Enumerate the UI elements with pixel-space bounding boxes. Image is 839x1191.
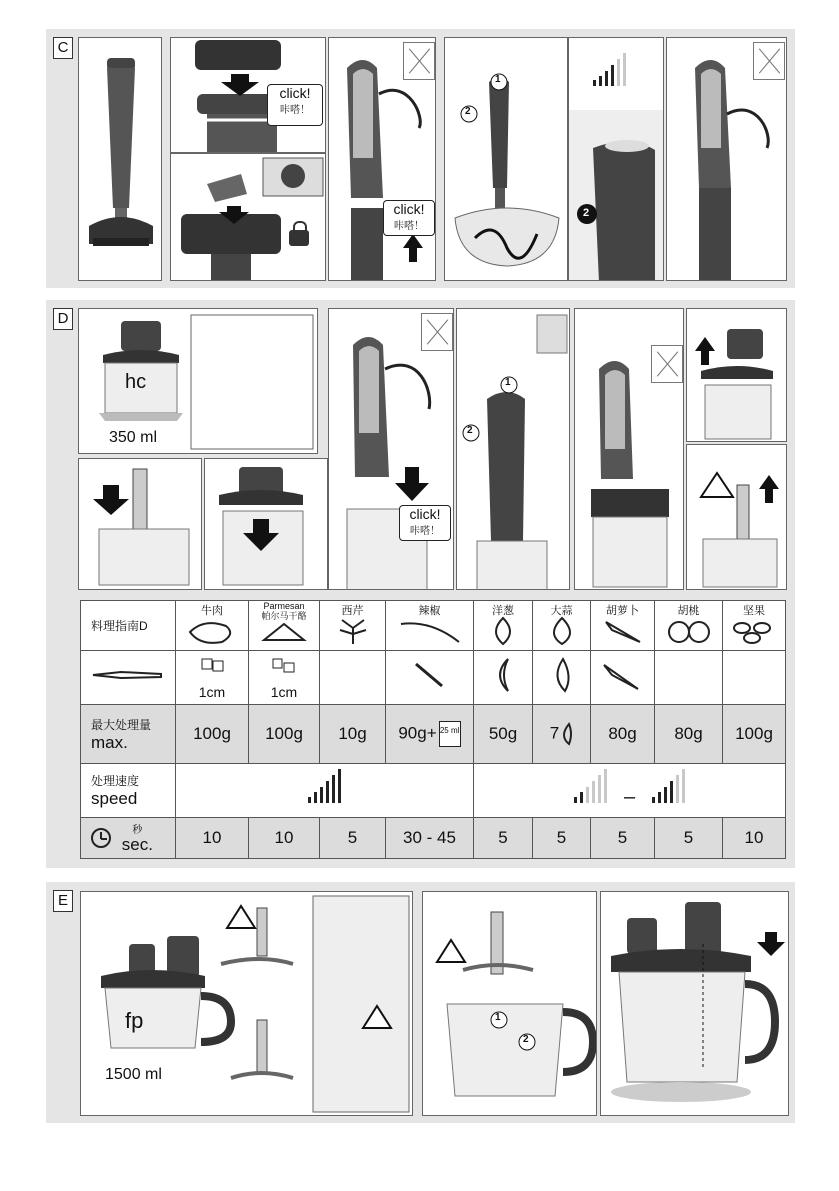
section-e bbox=[46, 882, 795, 1123]
onion-icon bbox=[483, 616, 523, 646]
food-beef: 牛肉 bbox=[176, 601, 249, 651]
onion-piece-icon bbox=[488, 657, 518, 693]
cut-row bbox=[81, 651, 786, 705]
time-onion: 5 bbox=[474, 818, 533, 859]
step-2-marker: 2 bbox=[467, 425, 473, 436]
processing-guide-table bbox=[80, 600, 786, 859]
hc-blade-remove-illustration bbox=[687, 445, 787, 590]
max-carrot: 80g bbox=[591, 705, 655, 764]
max-nuts: 100g bbox=[723, 705, 786, 764]
step-1-marker: 1 bbox=[495, 1012, 501, 1023]
walnut-icon bbox=[661, 616, 717, 646]
step-2-marker: 2 bbox=[465, 106, 471, 117]
lock-icon bbox=[289, 230, 309, 246]
hc-lid-remove-illustration bbox=[687, 309, 787, 442]
blend-bowl-illustration bbox=[445, 38, 568, 281]
motor-attach-illustration bbox=[329, 38, 436, 281]
speed-max-indicator bbox=[176, 764, 474, 818]
panel-hc-chopper bbox=[78, 308, 318, 454]
beef-icon bbox=[182, 616, 242, 646]
speed-row bbox=[81, 764, 786, 818]
motor-detach-illustration bbox=[667, 38, 787, 281]
time-walnut: 5 bbox=[655, 818, 723, 859]
panel-fp-blade-insert bbox=[422, 891, 597, 1116]
panel-fp-lid-attach bbox=[600, 891, 789, 1116]
food-onion: 洋葱 bbox=[474, 601, 533, 651]
max-beef: 100g bbox=[176, 705, 249, 764]
step-1-marker: 1 bbox=[495, 74, 501, 85]
panel-speed-control bbox=[568, 37, 664, 281]
time-nuts: 10 bbox=[723, 818, 786, 859]
fp-blade-insert-illustration bbox=[423, 892, 597, 1116]
panel-hc-motor-click bbox=[328, 308, 454, 590]
cut-chili bbox=[386, 651, 474, 705]
max-row bbox=[81, 705, 786, 764]
food-nuts: 坚果 bbox=[723, 601, 786, 651]
speed-mid-indicator bbox=[652, 773, 685, 803]
click-callout bbox=[267, 84, 323, 126]
garlic-icon bbox=[542, 616, 582, 646]
time-chili: 30 - 45 bbox=[386, 818, 474, 859]
hc-operate-illustration bbox=[457, 309, 570, 590]
section-letter: D bbox=[53, 308, 73, 330]
panel-blade-lock bbox=[170, 153, 326, 281]
panel-hc-lid-remove bbox=[686, 308, 787, 442]
panel-blend-bowl bbox=[444, 37, 568, 281]
carrot-piece-icon bbox=[598, 657, 648, 693]
step-2-marker: 2 bbox=[583, 207, 590, 219]
click-text-cn: 咔嗒！ bbox=[280, 105, 310, 116]
cheese-icon bbox=[254, 618, 314, 646]
speed-control-illustration bbox=[569, 38, 664, 281]
blade-insert-illustration bbox=[79, 459, 202, 590]
time-beef: 10 bbox=[176, 818, 249, 859]
knife-icon bbox=[81, 651, 176, 705]
clock-icon bbox=[91, 828, 111, 848]
click-text-en: click! bbox=[409, 506, 441, 522]
hc-volume: 350 ml bbox=[109, 429, 158, 446]
click-text-en: click! bbox=[279, 85, 311, 101]
chili-piece-icon bbox=[410, 660, 450, 690]
blade-lock-illustration bbox=[171, 154, 326, 281]
carrot-icon bbox=[598, 616, 648, 646]
fp-label: fp bbox=[125, 1008, 144, 1033]
max-onion: 50g bbox=[474, 705, 533, 764]
hc-motor-attach-illustration bbox=[329, 309, 454, 590]
cut-onion bbox=[474, 651, 533, 705]
chili-icon bbox=[395, 616, 465, 646]
time-parsley: 5 bbox=[320, 818, 386, 859]
panel-blender-shaft bbox=[78, 37, 162, 281]
panel-motor-attach bbox=[328, 37, 436, 281]
cheese-cube-icon bbox=[269, 655, 299, 677]
max-chili: 90g+ 25 ml bbox=[386, 705, 474, 764]
step-1-marker: 1 bbox=[505, 377, 511, 388]
click-text-en: click! bbox=[393, 201, 425, 217]
time-garlic: 5 bbox=[533, 818, 591, 859]
garlic-clove-icon bbox=[559, 722, 573, 746]
cut-beef: 1cm bbox=[176, 651, 249, 705]
panel-hc-operate bbox=[456, 308, 570, 590]
speed-range-indicator bbox=[474, 764, 786, 818]
food-parmesan: Parmesan 帕尔马干酪 bbox=[249, 601, 320, 651]
time-row bbox=[81, 818, 786, 859]
click-callout bbox=[383, 200, 435, 236]
speed-low-indicator bbox=[574, 773, 607, 803]
panel-hc-motor-detach bbox=[574, 308, 684, 590]
hc-lid-illustration bbox=[205, 459, 328, 590]
click-text-cn: 咔嗒！ bbox=[410, 526, 440, 537]
panel-fp-processor bbox=[80, 891, 413, 1116]
click-text-cn: 咔嗒！ bbox=[394, 221, 424, 232]
food-walnut: 胡桃 bbox=[655, 601, 723, 651]
water-cup-icon: 25 ml bbox=[439, 721, 461, 747]
fp-volume: 1500 ml bbox=[105, 1066, 162, 1083]
time-carrot: 5 bbox=[591, 818, 655, 859]
step-2-marker: 2 bbox=[523, 1034, 529, 1045]
cube-icon bbox=[198, 655, 228, 677]
section-letter: E bbox=[53, 890, 73, 912]
panel-attach-click bbox=[170, 37, 326, 153]
max-parsley: 10g bbox=[320, 705, 386, 764]
food-chili: 辣椒 bbox=[386, 601, 474, 651]
food-garlic: 大蒜 bbox=[533, 601, 591, 651]
panel-hc-blade-remove bbox=[686, 444, 787, 590]
food-parsley: 西芹 bbox=[320, 601, 386, 651]
max-garlic: 7 bbox=[533, 705, 591, 764]
fp-lid-attach-illustration bbox=[601, 892, 789, 1116]
section-c bbox=[46, 29, 795, 288]
max-walnut: 80g bbox=[655, 705, 723, 764]
speed-label: 处理速度 speed bbox=[81, 764, 176, 818]
time-label: 秒 sec. bbox=[81, 818, 176, 859]
panel-hc-blade-insert bbox=[78, 458, 202, 590]
speed-range-dash: – bbox=[623, 785, 636, 808]
hc-motor-detach-illustration bbox=[575, 309, 684, 590]
max-label: 最大处理量 max. bbox=[81, 705, 176, 764]
max-parmesan: 100g bbox=[249, 705, 320, 764]
click-callout bbox=[399, 505, 451, 541]
parsley-icon bbox=[328, 616, 378, 646]
blender-shaft-illustration bbox=[79, 38, 162, 281]
cut-garlic bbox=[533, 651, 591, 705]
hc-label: hc bbox=[125, 371, 147, 393]
food-carrot: 胡萝卜 bbox=[591, 601, 655, 651]
guide-title: 料理指南D bbox=[81, 601, 176, 651]
section-letter: C bbox=[53, 37, 73, 59]
panel-hc-lid bbox=[204, 458, 328, 590]
panel-motor-detach bbox=[666, 37, 787, 281]
cut-parmesan: 1cm bbox=[249, 651, 320, 705]
time-parmesan: 10 bbox=[249, 818, 320, 859]
food-row bbox=[81, 601, 786, 651]
cut-parsley bbox=[320, 651, 386, 705]
section-d bbox=[46, 300, 795, 868]
garlic-clove-icon bbox=[547, 657, 577, 693]
cut-walnut bbox=[655, 651, 723, 705]
nuts-icon bbox=[726, 616, 782, 646]
cut-carrot bbox=[591, 651, 655, 705]
cut-nuts bbox=[723, 651, 786, 705]
